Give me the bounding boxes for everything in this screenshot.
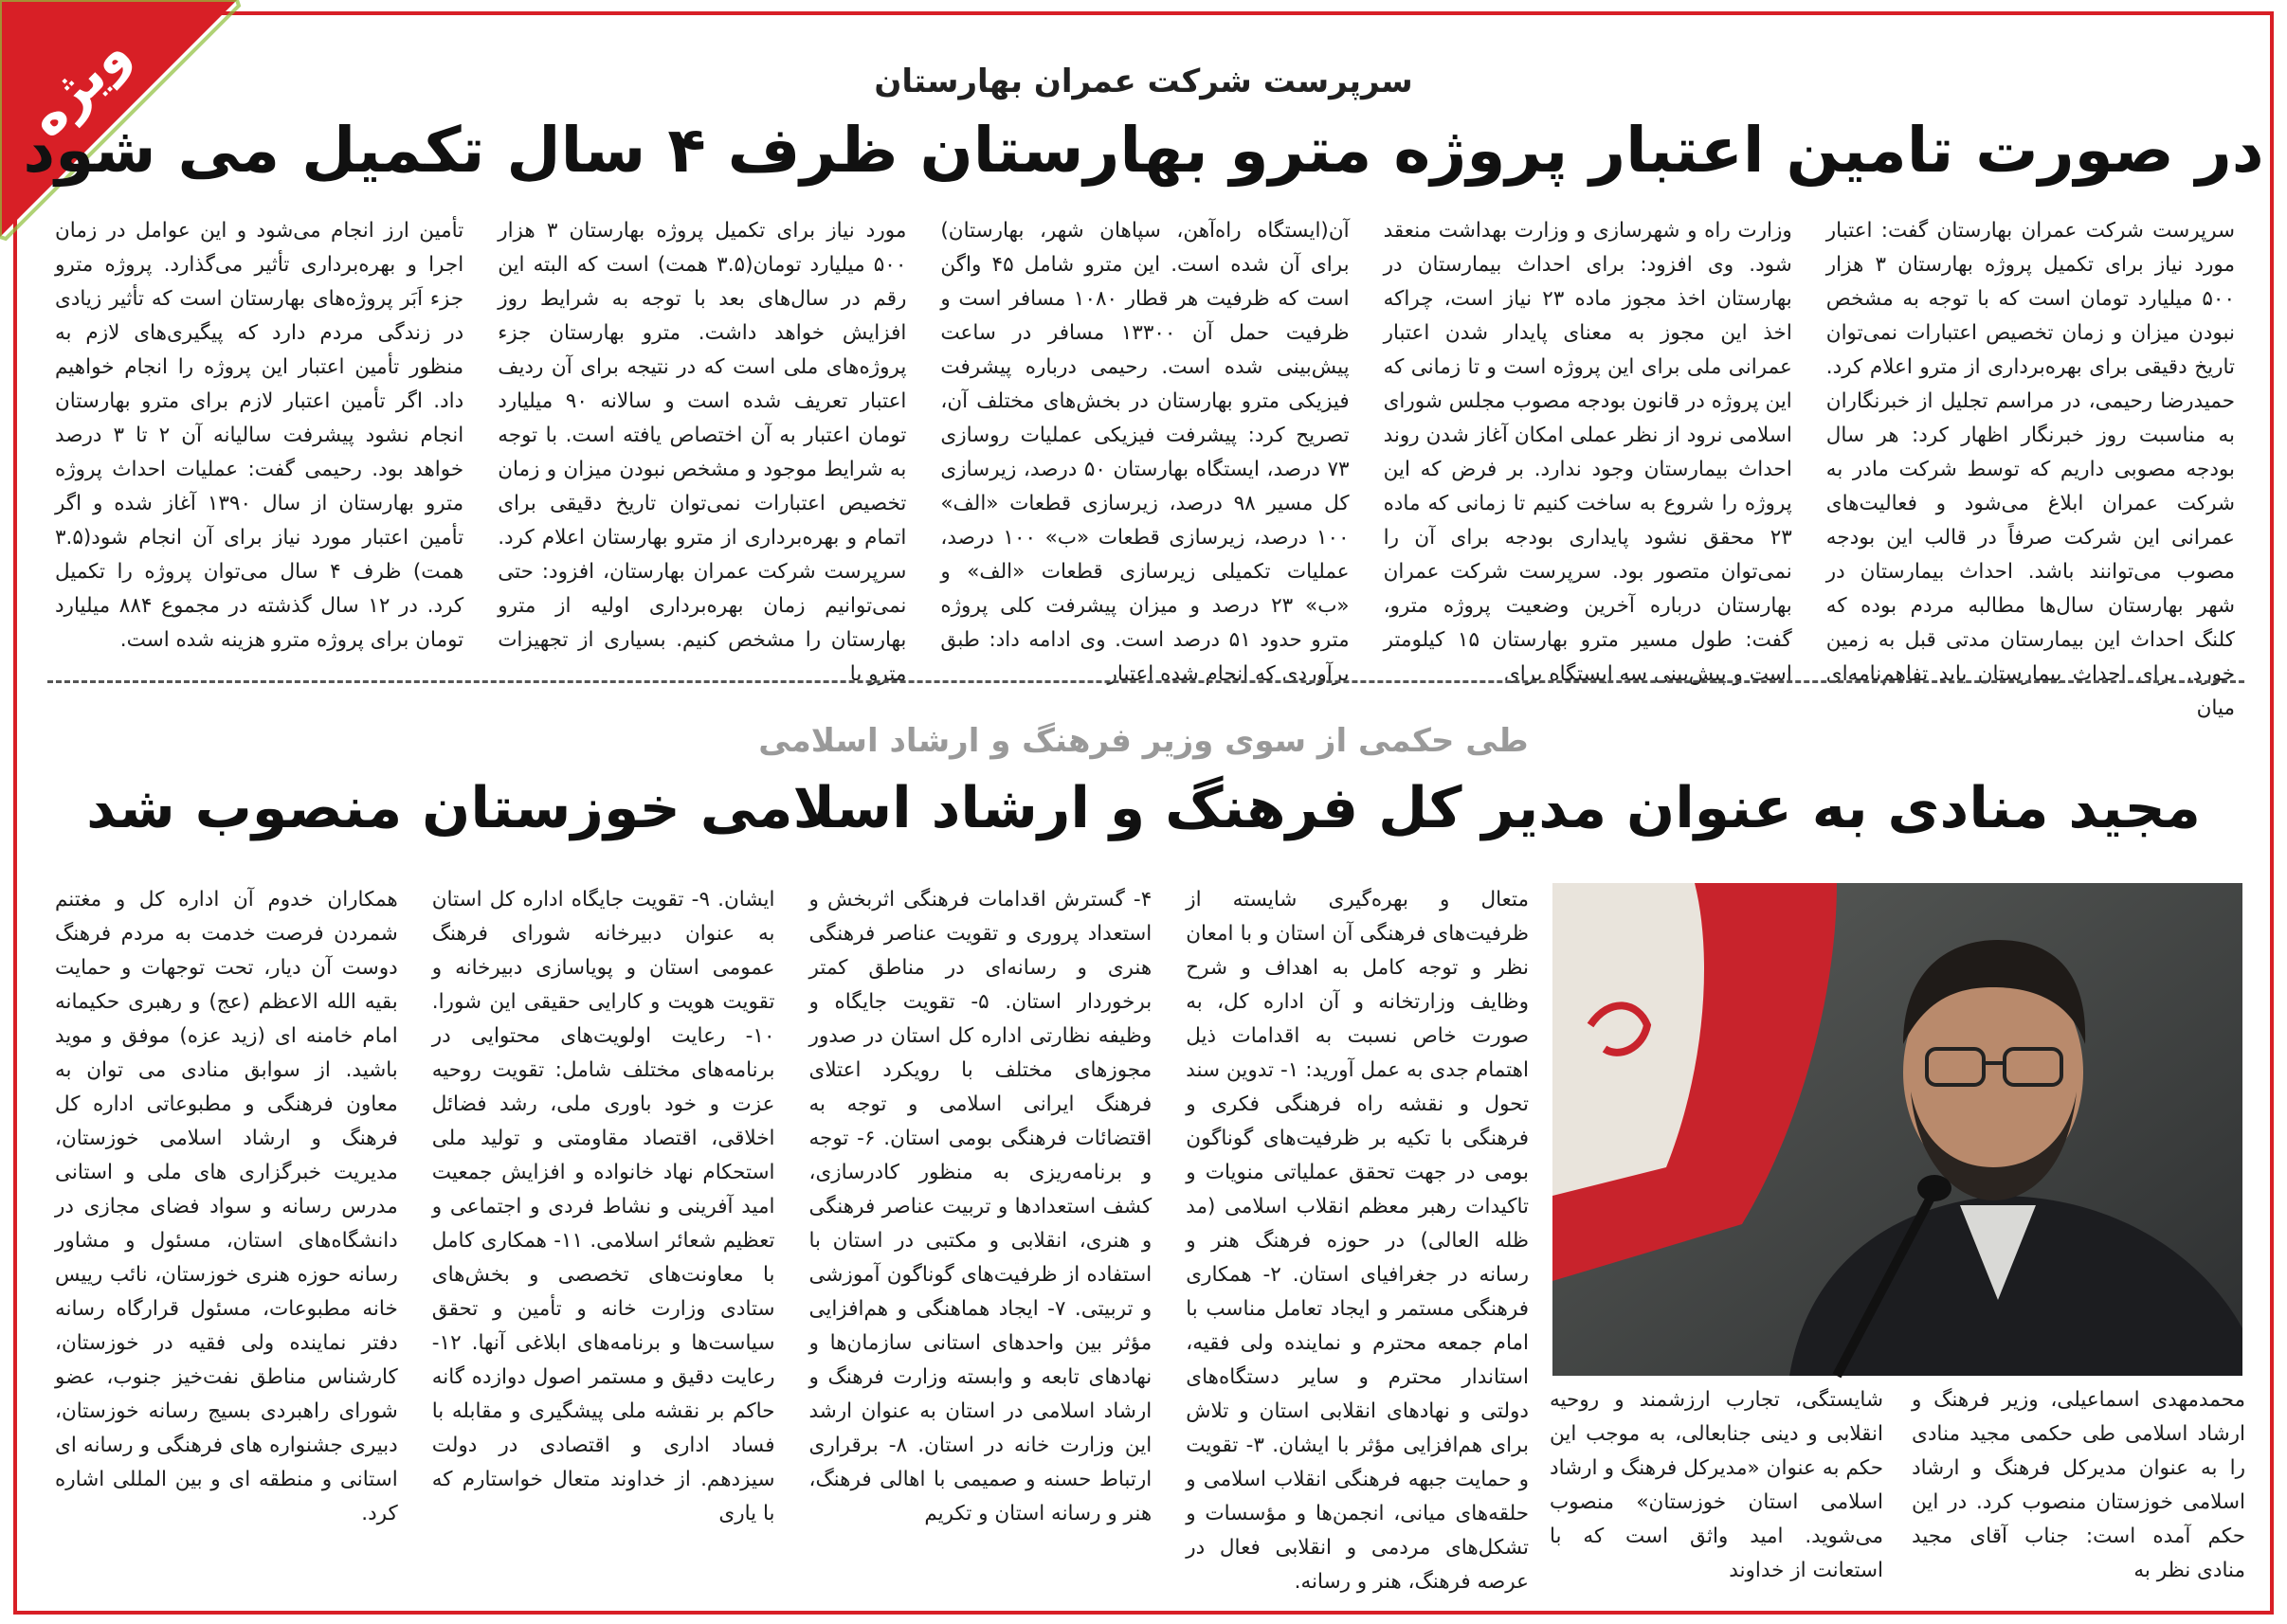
article1-kicker: سرپرست شرکت عمران بهارستان xyxy=(874,63,1413,100)
article1-column-5: تأمین ارز انجام می‌شود و این عوامل در زمان اجرا و بهره‌برداری تأثیر می‌گذارد. پروژه مترو جزء اَبَر پروژه‌های بهارستان است که تأثیر زیادی در زندگی مردم دارد که پیگیری‌های لازم به منظور تأمین اعتبار این پروژه را انجام خواهیم داد. اگر تأمین اعتبار لازم برای مترو بهارستان انجام نشود پیشرفت سالیانه آن ۲ تا ۳ درصد خواهد بود. رحیمی گفت: عملیات احداث پروژه مترو بهارستان از سال ۱۳۹۰ آغاز شده و اگر تأمین اعتبار مورد نیاز برای آن انجام شود(۳.۵ همت) ظرف ۴ سال می‌توان پروژه را تکمیل کرد. در ۱۲ سال گذشته در مجموع ۸۸۴ میلیارد تومان برای پروژه مترو هزینه شده است. xyxy=(54,219,464,652)
portrait-image xyxy=(1552,883,2242,1376)
article1-column-1: سرپرست شرکت عمران بهارستان گفت: اعتبار مورد نیاز برای تکمیل پروژه بهارستان ۳ هزار ۵۰۰ میلیارد تومان است که با توجه به مشخص نبودن میزان و زمان تخصیص اعتبارات نمی‌توان تاریخ دقیقی برای بهره‌برداری از مترو اعلام کرد. حمیدرضا رحیمی، در مراسم تجلیل از خبرنگاران به مناسبت روز خبرنگار اظهار کرد: هر سال بودجه مصوبی داریم که توسط شرکت مادر به شرکت عمران ابلاغ می‌شود و فعالیت‌های عمرانی این شرکت صرفاً در قالب این بودجه مصوب می‌توانند باشد. احداث بیمارستان در شهر بهارستان سال‌ها مطالبه مردم بوده که کلنگ احداث این بیمارستان مدتی قبل به زمین خورد. برای احداث بیمارستان باید تفاهم‌نامه‌ای میان xyxy=(1825,219,2235,720)
portrait-photo xyxy=(1552,883,2242,1376)
article2-headline: مجید منادی به عنوان مدیر کل فرهنگ و ارشاد اسلامی خوزستان منصوب شد xyxy=(86,775,2201,841)
article1-column-4: مورد نیاز برای تکمیل پروژه بهارستان ۳ هزار ۵۰۰ میلیارد تومان(۳.۵ همت) است که البته این رقم در سال‌های بعد با توجه به شرایط روز افزایش خواهد داشت. مترو بهارستان جزء پروژه‌های ملی است که در نتیجه برای آن ردیف اعتبار تعریف شده است و سالانه ۹۰ میلیارد تومان اعتبار به آن اختصاص یافته است. با توجه به شرایط موجود و مشخص نبودن میزان و زمان تخصیص اعتبارات نمی‌توان تاریخ دقیقی برای اتمام و بهره‌برداری از مترو بهارستان اعلام کرد. سرپرست شرکت عمران بهارستان، افزود: حتی نمی‌توانیم زمان بهره‌برداری اولیه از مترو بهارستان را مشخص کنیم. بسیاری از تجهیزات مترو با xyxy=(498,219,907,686)
article1-column-3: آن(ایستگاه راه‌آهن، سپاهان شهر، بهارستان) برای آن شده است. این مترو شامل ۴۵ واگن است که ظرفیت هر قطار ۱۰۸۰ مسافر است و ظرفیت حمل آن ۱۳۳۰۰ مسافر در ساعت پیش‌بینی شده است. رحیمی درباره پیشرفت فیزیکی مترو بهارستان در بخش‌های مختلف آن، تصریح کرد: پیشرفت فیزیکی عملیات روسازی ۷۳ درصد، ایستگاه بهارستان ۵۰ درصد، زیرسازی کل مسیر ۹۸ درصد، زیرسازی قطعات «الف» ۱۰۰ درصد، زیرسازی قطعات «ب» ۱۰۰ درصد، عملیات تکمیلی زیرسازی قطعات «الف» و «ب» ۲۳ درصد و میزان پیشرفت کلی پروژه مترو حدود ۵۱ درصد است. وی ادامه داد: طبق برآوردی که انجام شده اعتبار xyxy=(940,219,1350,686)
article2-column-4: همکاران خدوم آن اداره کل و مغتنم شمردن فرصت خدمت به مردم فرهنگ دوست آن دیار، تحت توجهات و حمایت بقیه الله الاعظم (عج) و رهبری حکیمانه امام خامنه ای (زید عزه) موفق و موید باشید. از سوابق منادی می توان به معاون فرهنگی و مطبوعاتی اداره کل فرهنگ و ارشاد اسلامی خوزستان، مدیریت خبرگزاری های ملی و استانی مدرس رسانه و سواد فضای مجازی در دانشگاه‌های استان، مسئول و مشاور رسانه حوزه هنری خوزستان، نائب رییس خانه مطبوعات، مسئول قرارگاه رسانه دفتر نماینده ولی فقیه در خوزستان، کارشناس مناطق نفت‌خیز جنوب، عضو شورای راهبردی بسیج رسانه خوزستان، دبیری جشنواره های فرهنگی و رسانه ای استانی و منطقه ای و بین المللی اشاره کرد. xyxy=(55,888,398,1525)
article1-headline: در صورت تامین اعتبار پروژه مترو بهارستان ظرف ۴ سال تکمیل می شود xyxy=(23,114,2264,187)
article2-body xyxy=(55,883,1529,1603)
badge-label: ویژه xyxy=(15,22,142,150)
caption-column-2: شایستگی، تجارب ارزشمند و روحیه انقلابی و دینی جنابعالی، به موجب این حکم به عنوان «مدیرکل فرهنگ و ارشاد اسلامی استان خوزستان» منصوب می‌شوید. امید واثق است که با استعانت از خداوند xyxy=(1550,1388,1883,1582)
section-divider xyxy=(47,680,2244,683)
caption-column-1: محمدمهدی اسماعیلی، وزیر فرهنگ و ارشاد اسلامی طی حکمی مجید منادی را به عنوان مدیرکل فرهنگ و ارشاد اسلامی خوزستان منصوب کرد. در این حکم آمده است: جناب آقای مجید منادی نظر به xyxy=(1912,1388,2245,1582)
article2-kicker: طی حکمی از سوی وزیر فرهنگ و ارشاد اسلامی xyxy=(758,722,1529,760)
photo-caption xyxy=(1550,1383,2245,1601)
article2-column-2: ۴- گسترش اقدامات فرهنگی اثربخش و استعداد پروری و تقویت عناصر فرهنگی هنری و رسانه‌ای در مناطق کمتر برخوردار استان. ۵- تقویت جایگاه و وظیفه نظارتی اداره کل استان در صدور مجوزهای مختلف با رویکرد اعتلای فرهنگ ایرانی اسلامی و توجه به اقتضائات فرهنگی بومی استان. ۶- توجه و برنامه‌ریزی به منظور کادرسازی، کشف استعدادها و تربیت عناصر فرهنگی و هنری، انقلابی و مکتبی در استان با استفاده از ظرفیت‌های گوناگون آموزشی و تربیتی. ۷- ایجاد هماهنگی و هم‌افزایی مؤثر بین واحدهای استانی سازمان‌ها و نهادهای تابعه و وابسته وزارت فرهنگ و ارشاد اسلامی در استان به عنوان ارشد این وزارت خانه در استان. ۸- برقراری ارتباط حسنه و صمیمی با اهالی فرهنگ، هنر و رسانه استان و تکریم xyxy=(808,888,1153,1525)
article1-body xyxy=(54,214,2235,720)
article1-column-2: وزارت راه و شهرسازی و وزارت بهداشت منعقد شود. وی افزود: برای احداث بیمارستان در بهارستان اخذ مجوز ماده ۲۳ نیاز است، چراکه اخذ این مجوز به معنای پایدار شدن اعتبار عمرانی ملی برای این پروژه است و تا زمانی که این پروژه در قانون بودجه مصوب مجلس شورای اسلامی نرود از نظر عملی امکان آغاز شدن روند احداث بیمارستان وجود ندارد. بر فرض که این پروژه را شروع به ساخت کنیم تا زمانی که ماده ۲۳ محقق نشود پایداری بودجه برای آن را نمی‌توان متصور بود. سرپرست شرکت عمران بهارستان درباره آخرین وضعیت پروژه مترو، گفت: طول مسیر مترو بهارستان ۱۵ کیلومتر است و پیش‌بینی سه ایستگاه برای xyxy=(1383,219,1792,686)
article2-column-3: ایشان. ۹- تقویت جایگاه اداره کل استان به عنوان دبیرخانه شورای فرهنگ عمومی استان و پویاسازی دبیرخانه و تقویت هویت و کارایی حقیقی این شورا. ۱۰- رعایت اولویت‌های محتوایی در برنامه‌های مختلف شامل: تقویت روحیه عزت و خود باوری ملی، رشد فضائل اخلاقی، اقتصاد مقاومتی و تولید ملی استحکام نهاد خانواده و افزایش جمعیت امید آفرینی و نشاط فردی و اجتماعی و تعظیم شعائر اسلامی. ۱۱- همکاری کامل با معاونت‌های تخصصی و بخش‌های ستادی وزارت خانه و تأمین و تحقق سیاست‌ها و برنامه‌های ابلاغی آنها. ۱۲- رعایت دقیق و مستمر اصول دوازده گانه حاکم بر نقشه ملی پیشگیری و مقابله با فساد اداری و اقتصادی در دولت سیزدهم. از خداوند متعال خواستارم که با یاری xyxy=(431,888,775,1525)
article2-column-1: متعال و بهره‌گیری شایسته از ظرفیت‌های فرهنگی آن استان و با امعان نظر و توجه کامل به اهداف و شرح وظایف وزارتخانه و آن اداره کل، به صورت خاص نسبت به اقدامات ذیل اهتمام جدی به عمل آورید: ۱- تدوین سند تحول و نقشه راه فرهنگی فکری و فرهنگی با تکیه بر ظرفیت‌های گوناگون بومی در جهت تحقق عملیاتی منویات و تاکیدات رهبر معظم انقلاب اسلامی (مد ظله العالی) در حوزه فرهنگ هنر و رسانه در جغرافیای استان. ۲- همکاری فرهنگی مستمر و ایجاد تعامل مناسب با امام جمعه محترم و نماینده ولی فقیه، استاندار محترم و سایر دستگاه‌های دولتی و نهادهای انقلابی استان و تلاش برای هم‌افزایی مؤثر با ایشان. ۳- تقویت و حمایت جبهه فرهنگی انقلاب اسلامی و حلقه‌های میانی، انجمن‌ها و مؤسسات و تشکل‌های مردمی و انقلابی فعال در عرصه فرهنگ، هنر و رسانه. xyxy=(1186,888,1530,1594)
